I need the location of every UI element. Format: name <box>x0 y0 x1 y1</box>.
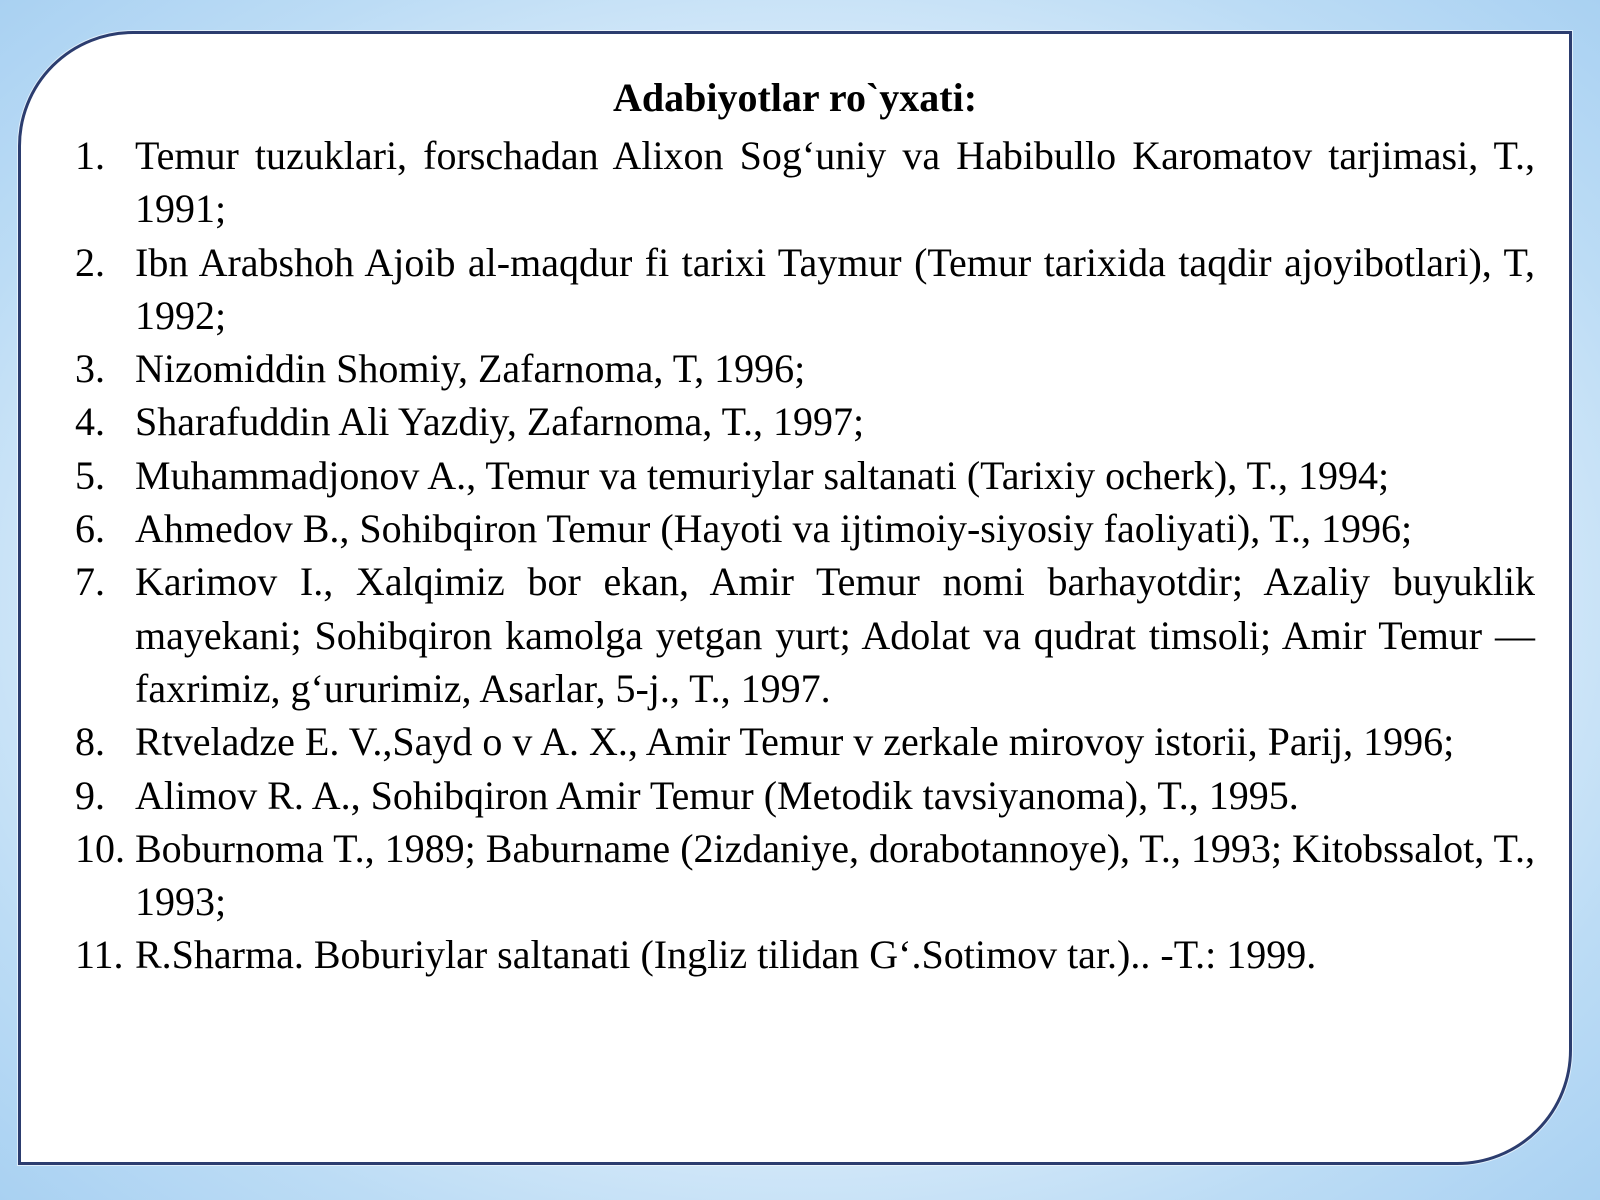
page-title: Adabiyotlar ro`yxati: <box>612 75 978 120</box>
list-item-number: 3. <box>75 346 105 392</box>
list-item-text: Alimov R. A., Sohibqiron Amir Temur (Metodik tavsiyanoma), T., 1995. <box>135 772 1299 818</box>
list-item <box>75 502 1535 555</box>
list-item-text: Muhammadjonov A., Temur va temuriylar saltanati (Tarixiy ocherk), T., 1994; <box>135 452 1390 498</box>
list-item-number: 10. <box>75 825 125 871</box>
reference-list <box>75 129 1535 982</box>
list-item-number: 8. <box>75 719 105 765</box>
list-item-number: 2. <box>75 239 105 285</box>
list-item-number: 5. <box>75 452 105 498</box>
list-item-text: Rtveladze E. V.,Sayd o v A. X., Amir Temur v zerkale mirovoy istorii, Parij, 1996; <box>135 719 1455 765</box>
list-item <box>75 715 1535 768</box>
list-item-text: Sharafuddin Ali Yazdiy, Zafarnoma, T., 1997; <box>135 399 865 445</box>
list-item-text: Boburnoma T., 1989; Baburname (2izdaniye, dorabotannoye), T., 1993; Kitobssalot, T., 1993; <box>135 825 1535 925</box>
list-item-number: 7. <box>75 559 105 605</box>
list-item <box>75 129 1535 236</box>
list-item-number: 4. <box>75 399 105 445</box>
list-item-number: 1. <box>75 133 105 178</box>
list-item <box>75 449 1535 502</box>
list-item <box>75 342 1535 395</box>
list-item <box>75 395 1535 448</box>
list-item-text: Temur tuzuklari, forschadan Alixon Sog‘uniy va Habibullo Karomatov tarjimasi, T., 1991; <box>135 133 1535 232</box>
list-item-text: Ibn Arabshoh Ajoib al-maqdur fi tarixi Taymur (Temur tarixida taqdir ajoyibotlari), T, 1992; <box>135 239 1535 338</box>
list-item <box>75 555 1535 715</box>
list-item-text: Nizomiddin Shomiy, Zafarnoma, T, 1996; <box>135 346 806 392</box>
list-item-text: R.Sharma. Boburiylar saltanati (Ingliz tilidan G‘.Sotimov tar.).. -T.: 1999. <box>135 932 1317 978</box>
list-item-text: Ahmedov B., Sohibqiron Temur (Hayoti va ijtimoiy-siyosiy faoliyati), T., 1996; <box>135 506 1413 552</box>
list-item-number: 6. <box>75 506 105 552</box>
content-card <box>18 31 1572 1165</box>
list-item <box>75 769 1535 822</box>
list-item-text: Karimov I., Xalqimiz bor ekan, Amir Temur nomi barhayotdir; Azaliy buyuklik mayekani; Sohibqiron kamolga yetgan yurt; Adolat va qudrat timsoli; Amir Temur — faxrimiz, g‘ururimiz, Asarlar, 5-j., T., 1997. <box>135 559 1535 711</box>
list-item <box>75 236 1535 343</box>
list-item-number: 9. <box>75 772 105 818</box>
list-item-number: 11. <box>75 932 124 978</box>
list-item <box>75 822 1535 929</box>
list-item <box>75 928 1535 981</box>
